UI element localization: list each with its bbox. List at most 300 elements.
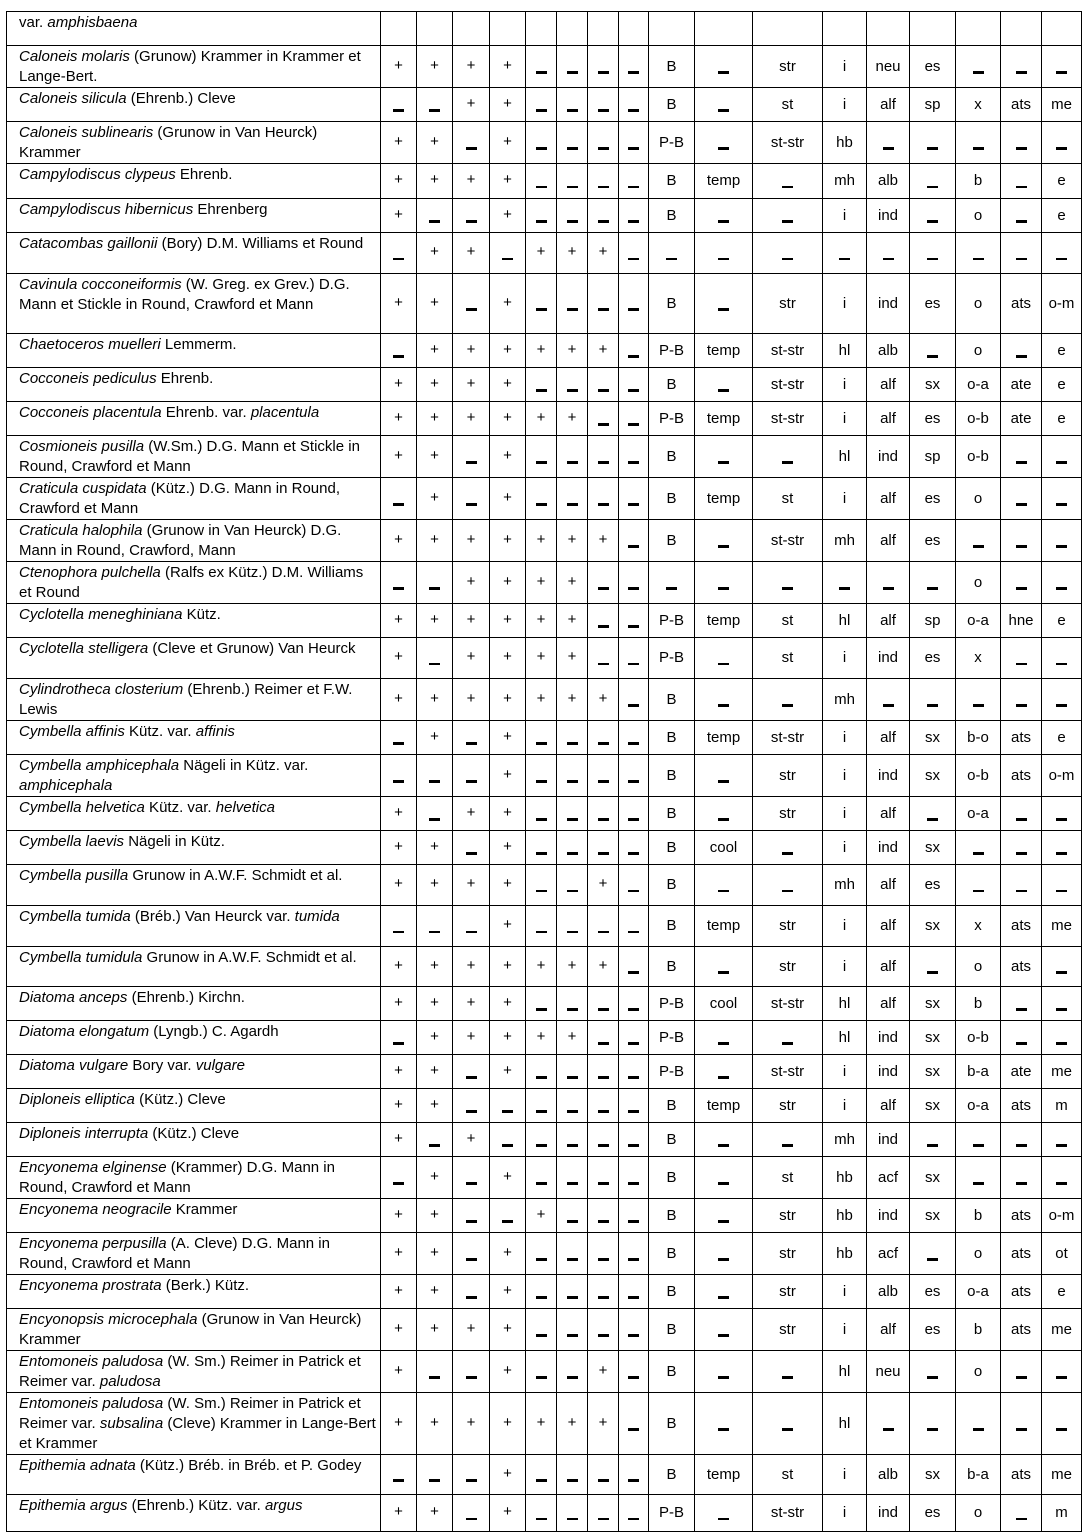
plus-mark: +: [503, 572, 512, 590]
italic-name-part: Campylodiscus clypeus: [19, 166, 176, 183]
value-cell: [381, 12, 417, 46]
present-cell: [381, 604, 417, 638]
value-cell: [823, 1393, 867, 1455]
absent-cell: [619, 520, 649, 562]
absent-cell: [557, 1455, 588, 1495]
absent-cell: [910, 334, 956, 368]
italic-name-part: Cymbella affinis: [19, 723, 125, 740]
absent-cell: [695, 88, 753, 122]
value-cell: [695, 478, 753, 520]
value-cell: [823, 436, 867, 478]
dash-mark: [973, 852, 984, 855]
dash-mark: [466, 1518, 477, 1521]
present-cell: [417, 679, 453, 721]
cell-value: mh: [834, 172, 855, 189]
value-cell: [1042, 1089, 1082, 1123]
present-cell: [417, 1021, 453, 1055]
cell-value: i: [842, 1320, 847, 1338]
present-cell: [490, 520, 526, 562]
absent-cell: [381, 233, 417, 274]
value-cell: [753, 88, 823, 122]
present-cell: [417, 1055, 453, 1089]
absent-cell: [557, 1199, 588, 1233]
cell-value: st: [781, 489, 794, 507]
value-cell: [823, 88, 867, 122]
present-cell: [526, 1393, 557, 1455]
dash-mark: [1056, 461, 1067, 464]
plus-mark: +: [430, 1281, 439, 1299]
absent-cell: [753, 1351, 823, 1393]
dash-mark: [567, 308, 578, 311]
value-cell: [753, 368, 823, 402]
cell-value: P-B: [658, 649, 684, 666]
present-cell: [526, 1199, 557, 1233]
value-cell: [956, 199, 1001, 233]
absent-cell: [526, 987, 557, 1021]
name-part: (W. Sm.) Reimer in Patrick et Reimer var.: [19, 1353, 361, 1390]
plus-mark: +: [567, 1027, 577, 1045]
value-cell: [557, 12, 588, 46]
cell-value: i: [842, 766, 847, 784]
dash-mark: [598, 1076, 609, 1079]
cell-value: o: [973, 1362, 983, 1380]
species-name-cell: [7, 1055, 381, 1089]
plus-mark: +: [394, 374, 403, 392]
species-name-cell: [7, 947, 381, 987]
dash-mark: [466, 742, 477, 745]
present-cell: [557, 604, 588, 638]
value-cell: [1001, 1309, 1042, 1351]
present-cell: [453, 88, 490, 122]
absent-cell: [1001, 1157, 1042, 1199]
cell-value: st: [781, 1465, 794, 1483]
value-cell: [823, 1089, 867, 1123]
absent-cell: [1001, 1123, 1042, 1157]
dash-mark: [536, 1334, 547, 1337]
plus-mark: +: [466, 530, 476, 548]
present-cell: [490, 638, 526, 679]
dash-mark: [927, 186, 938, 189]
cell-value: B: [666, 57, 677, 75]
absent-cell: [526, 755, 557, 797]
cell-value: B: [666, 489, 677, 507]
cell-value: i: [842, 1282, 847, 1300]
absent-cell: [588, 368, 619, 402]
dash-mark: [1016, 818, 1027, 821]
dash-mark: [598, 389, 609, 392]
value-cell: [649, 1275, 695, 1309]
absent-cell: [557, 1233, 588, 1275]
present-cell: [490, 679, 526, 721]
cell-value: es: [924, 876, 941, 893]
absent-cell: [695, 679, 753, 721]
plus-mark: +: [394, 993, 403, 1011]
value-cell: [753, 638, 823, 679]
present-cell: [588, 865, 619, 906]
cell-value: ats: [1010, 728, 1031, 746]
dash-mark: [1056, 1144, 1067, 1147]
dash-mark: [782, 1144, 793, 1147]
dash-mark: [598, 186, 609, 189]
dash-mark: [598, 1182, 609, 1185]
cell-value: o-a: [967, 804, 989, 822]
dash-mark: [466, 1182, 477, 1185]
dash-mark: [718, 147, 729, 150]
italic-name-part: Cymbella pusilla: [19, 867, 129, 884]
dash-mark: [598, 742, 609, 745]
plus-mark: +: [503, 837, 512, 855]
dash-mark: [1056, 852, 1067, 855]
table-row: [7, 947, 1082, 987]
present-cell: [417, 604, 453, 638]
dash-mark: [1056, 147, 1067, 150]
dash-mark: [536, 1110, 547, 1113]
value-cell: [753, 274, 823, 334]
absent-cell: [1001, 638, 1042, 679]
cell-value: sx: [925, 766, 940, 784]
plus-mark: +: [503, 689, 512, 707]
plus-mark: +: [466, 94, 476, 112]
present-cell: [490, 1495, 526, 1532]
name-part: Ehrenberg: [193, 201, 268, 218]
cell-value: es: [924, 294, 941, 312]
absent-cell: [1042, 520, 1082, 562]
cell-value: alf: [880, 957, 896, 975]
dash-mark: [393, 109, 404, 112]
dash-mark: [598, 818, 609, 821]
value-cell: [867, 164, 910, 199]
dash-mark: [1016, 1518, 1027, 1521]
value-cell: [753, 122, 823, 164]
present-cell: [381, 831, 417, 865]
dash-mark: [718, 704, 729, 707]
dash-mark: [628, 1479, 639, 1482]
absent-cell: [526, 1309, 557, 1351]
cell-value: i: [842, 206, 847, 224]
dash-mark: [628, 545, 639, 548]
value-cell: [867, 199, 910, 233]
cell-value: ind: [877, 649, 899, 666]
italic-name-part: Cosmioneis pusilla: [19, 438, 145, 455]
present-cell: [453, 233, 490, 274]
present-cell: [490, 46, 526, 88]
name-part: Kütz. var.: [144, 799, 216, 816]
species-name-cell: [7, 334, 381, 368]
value-cell: [867, 274, 910, 334]
cell-value: sx: [925, 1465, 940, 1483]
absent-cell: [526, 478, 557, 520]
plus-mark: +: [503, 803, 512, 821]
cell-value: ind: [877, 447, 899, 465]
value-cell: [1042, 334, 1082, 368]
value-cell: [956, 1199, 1001, 1233]
present-cell: [417, 987, 453, 1021]
dash-mark: [927, 1144, 938, 1147]
table-row: [7, 604, 1082, 638]
dash-mark: [598, 461, 609, 464]
absent-cell: [417, 88, 453, 122]
cell-value: o-b: [967, 1028, 989, 1046]
value-cell: [823, 1055, 867, 1089]
absent-cell: [588, 638, 619, 679]
dash-mark: [883, 1428, 894, 1431]
value-cell: [649, 1089, 695, 1123]
cell-value: P-B: [658, 611, 684, 629]
dash-mark: [628, 308, 639, 311]
absent-cell: [526, 274, 557, 334]
present-cell: [417, 1309, 453, 1351]
absent-cell: [1042, 1157, 1082, 1199]
absent-cell: [1001, 164, 1042, 199]
cell-value: o: [973, 1504, 983, 1521]
cell-value: ats: [1010, 766, 1031, 784]
cell-value: hb: [836, 1168, 853, 1186]
plus-mark: +: [430, 293, 439, 311]
absent-cell: [956, 46, 1001, 88]
plus-mark: +: [430, 530, 439, 548]
plus-mark: +: [394, 1281, 403, 1299]
absent-cell: [695, 436, 753, 478]
value-cell: [823, 1309, 867, 1351]
plus-mark: +: [466, 1319, 476, 1337]
cell-value: ats: [1010, 95, 1031, 113]
name-part: (Ehrenb.) Kütz. var.: [127, 1497, 265, 1514]
absent-cell: [557, 865, 588, 906]
value-cell: [823, 1455, 867, 1495]
dash-mark: [628, 704, 639, 707]
absent-cell: [588, 1089, 619, 1123]
absent-cell: [619, 199, 649, 233]
absent-cell: [557, 46, 588, 88]
cell-value: neu: [875, 57, 901, 75]
absent-cell: [619, 1199, 649, 1233]
table-row: [7, 1393, 1082, 1455]
present-cell: [557, 1393, 588, 1455]
absent-cell: [417, 906, 453, 947]
absent-cell: [1042, 1351, 1082, 1393]
plus-mark: +: [430, 1027, 439, 1045]
value-cell: [649, 947, 695, 987]
dash-mark: [973, 1144, 984, 1147]
cell-value: P-B: [658, 341, 684, 359]
present-cell: [381, 368, 417, 402]
species-name-cell: [7, 604, 381, 638]
dash-mark: [567, 1182, 578, 1185]
dash-mark: [536, 109, 547, 112]
present-cell: [381, 638, 417, 679]
present-cell: [381, 1393, 417, 1455]
name-part: Lemmerm.: [160, 336, 237, 353]
present-cell: [453, 679, 490, 721]
plus-mark: +: [394, 293, 403, 311]
value-cell: [956, 334, 1001, 368]
cell-value: b-a: [967, 1062, 989, 1080]
name-part: (Kütz.) Cleve: [134, 1091, 226, 1108]
plus-mark: +: [503, 1464, 512, 1482]
dash-mark: [1056, 971, 1067, 974]
value-cell: [649, 1123, 695, 1157]
dash-mark: [536, 308, 547, 311]
plus-mark: +: [466, 572, 476, 590]
value-cell: [753, 1275, 823, 1309]
species-name-cell: [7, 1455, 381, 1495]
name-part: (Ehrenb.) Kirchn.: [127, 989, 245, 1006]
italic-name-part: Cymbella amphicephala: [19, 757, 180, 774]
species-name-cell: [7, 679, 381, 721]
absent-cell: [695, 1393, 753, 1455]
italic-name-part: Cocconeis placentula: [19, 404, 162, 421]
present-cell: [526, 1021, 557, 1055]
dash-mark: [718, 71, 729, 74]
plus-mark: +: [503, 374, 512, 392]
name-part: (W.Sm.) D.G. Mann et Stickle in Round, Crawford et Mann: [19, 438, 360, 475]
absent-cell: [1001, 122, 1042, 164]
dash-mark: [628, 71, 639, 74]
present-cell: [526, 334, 557, 368]
cell-value: sx: [925, 375, 940, 393]
absent-cell: [753, 436, 823, 478]
cell-value: ind: [877, 294, 899, 312]
value-cell: [956, 1495, 1001, 1532]
cell-value: o-a: [967, 611, 989, 629]
italic-name-part: Encyonema perpusilla: [19, 1235, 167, 1252]
absent-cell: [619, 679, 649, 721]
absent-cell: [753, 831, 823, 865]
cell-value: mh: [834, 690, 855, 708]
dash-mark: [1016, 1008, 1027, 1011]
plus-mark: +: [503, 1361, 512, 1379]
table-row: [7, 46, 1082, 88]
dash-mark: [628, 1428, 639, 1431]
present-cell: [490, 947, 526, 987]
value-cell: [695, 604, 753, 638]
absent-cell: [695, 520, 753, 562]
table-row: [7, 987, 1082, 1021]
cell-value: o: [973, 489, 983, 507]
value-cell: [1042, 1495, 1082, 1532]
present-cell: [557, 233, 588, 274]
value-cell: [823, 906, 867, 947]
absent-cell: [619, 1309, 649, 1351]
table-row: [7, 755, 1082, 797]
italic-name-part: Diploneis interrupta: [19, 1125, 149, 1142]
absent-cell: [381, 721, 417, 755]
absent-cell: [695, 274, 753, 334]
value-cell: [1042, 1309, 1082, 1351]
italic-name-part: Encyonopsis microcephala: [19, 1311, 198, 1328]
value-cell: [823, 199, 867, 233]
value-cell: [753, 755, 823, 797]
cell-value: o-m: [1048, 766, 1075, 784]
dash-mark: [567, 1518, 578, 1521]
cell-value: B: [666, 1168, 677, 1186]
absent-cell: [453, 436, 490, 478]
italic-name-part: Diatoma elongatum: [19, 1023, 150, 1040]
absent-cell: [753, 1393, 823, 1455]
cell-value: x: [974, 95, 982, 113]
cell-value: alf: [880, 375, 896, 393]
absent-cell: [1042, 1123, 1082, 1157]
cell-value: str: [779, 57, 796, 75]
species-name-cell: [7, 987, 381, 1021]
plus-mark: +: [567, 572, 577, 590]
dash-mark: [466, 852, 477, 855]
cell-value: es: [924, 57, 941, 75]
absent-cell: [381, 1455, 417, 1495]
absent-cell: [588, 562, 619, 604]
cell-value: str: [779, 1206, 796, 1224]
absent-cell: [557, 831, 588, 865]
cell-value: alf: [880, 917, 896, 934]
absent-cell: [956, 233, 1001, 274]
absent-cell: [619, 1275, 649, 1309]
dash-mark: [973, 704, 984, 707]
cell-value: sx: [925, 1206, 940, 1224]
italic-name-part: argus: [264, 1497, 303, 1514]
present-cell: [588, 947, 619, 987]
value-cell: [956, 436, 1001, 478]
value-cell: [695, 831, 753, 865]
dash-mark: [628, 1258, 639, 1261]
absent-cell: [557, 1055, 588, 1089]
present-cell: [417, 46, 453, 88]
table-row: [7, 1199, 1082, 1233]
plus-mark: +: [503, 1281, 512, 1299]
cell-value: o-b: [967, 447, 989, 465]
cell-value: m: [1055, 1096, 1068, 1114]
cell-value: B: [666, 917, 677, 934]
name-part: (A. Cleve) D.G. Mann in Round, Crawford et Mann: [19, 1235, 330, 1272]
present-cell: [381, 1123, 417, 1157]
value-cell: [823, 122, 867, 164]
plus-mark: +: [598, 340, 608, 358]
dash-mark: [1016, 545, 1027, 548]
value-cell: [695, 334, 753, 368]
plus-mark: +: [536, 1413, 546, 1431]
value-cell: [867, 1055, 910, 1089]
dash-mark: [628, 461, 639, 464]
value-cell: [1001, 88, 1042, 122]
cell-value: b: [973, 172, 983, 189]
dash-mark: [1016, 147, 1027, 150]
dash-mark: [536, 1144, 547, 1147]
value-cell: [1001, 1455, 1042, 1495]
value-cell: [1042, 274, 1082, 334]
name-part: Grunow in A.W.F. Schmidt et al.: [142, 949, 357, 966]
present-cell: [417, 947, 453, 987]
value-cell: [910, 402, 956, 436]
dash-mark: [1056, 258, 1067, 261]
dash-mark: [466, 147, 477, 150]
cell-value: ate: [1010, 1062, 1032, 1080]
plus-mark: +: [503, 94, 512, 112]
table-row: [7, 1495, 1082, 1532]
dash-mark: [393, 1042, 404, 1045]
dash-mark: [628, 1182, 639, 1185]
value-cell: [619, 12, 649, 46]
cell-value: i: [842, 838, 847, 856]
plus-mark: +: [430, 1503, 439, 1520]
absent-cell: [381, 562, 417, 604]
dash-mark: [536, 71, 547, 74]
dash-mark: [598, 308, 609, 311]
dash-mark: [973, 545, 984, 548]
dash-mark: [429, 109, 440, 112]
absent-cell: [695, 1055, 753, 1089]
present-cell: [417, 436, 453, 478]
absent-cell: [695, 1199, 753, 1233]
value-cell: [526, 12, 557, 46]
